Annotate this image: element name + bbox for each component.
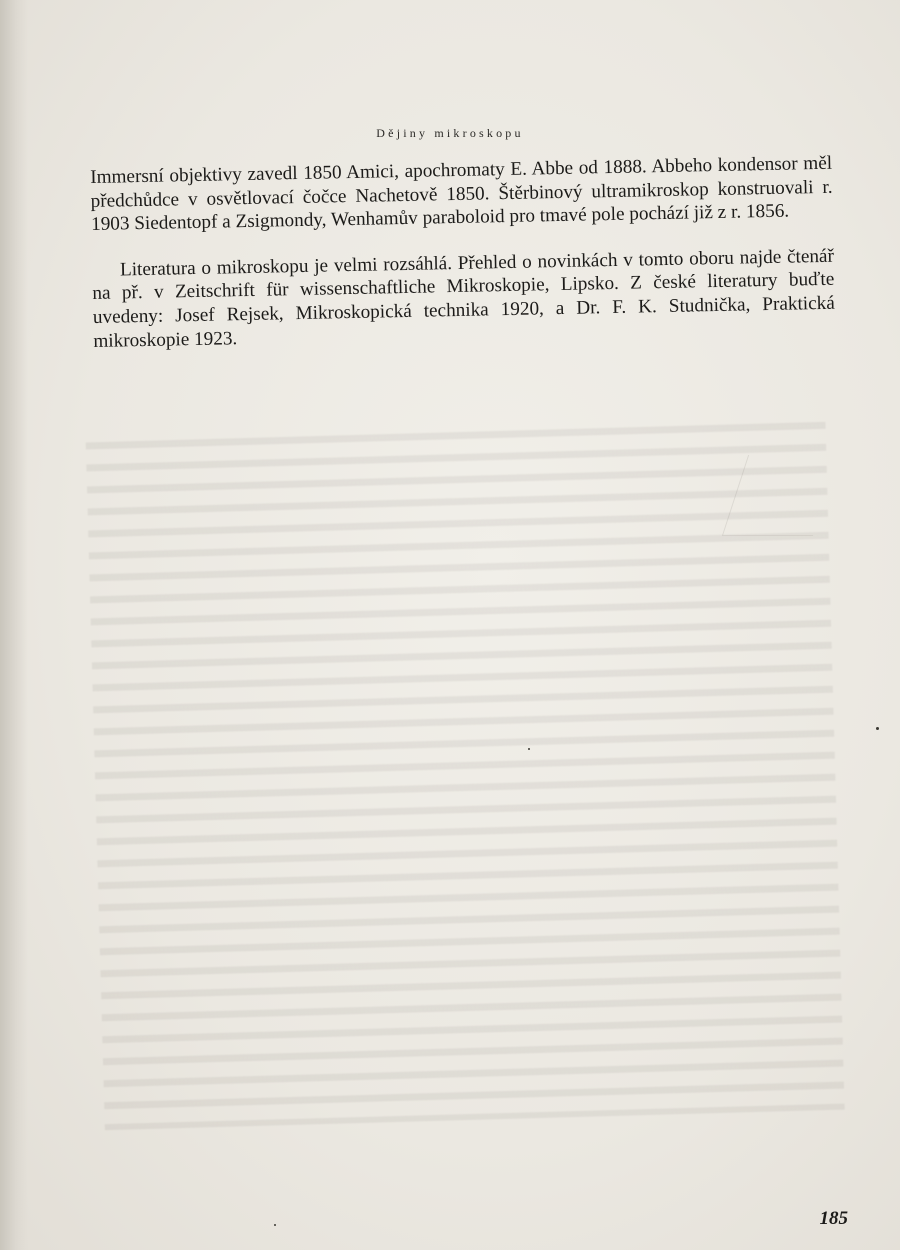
ink-speck (528, 748, 530, 750)
paragraph-literature: Literatura o mikroskopu je velmi rozsáhlá. Přehled o novinkách v tomto oboru najde čtenář na př. v Zeitschrift für wissenschaftliche Mikroskopie, Lipsko. Z české literatury buďte uvedeny: Josef Rejsek, Mikroskopická technika 1920, a Dr. F. K. Studnička, Praktická mikroskopie 1923. (92, 245, 835, 352)
paragraph-immersion-objectives: Immersní objektivy zavedl 1850 Amici, apochromaty E. Abbe od 1888. Abbeho kondensor měl předchůdce v osvětlovací čočce Nachetově 1850. Štěrbinový ultramikroskop konstruovali r. 1903 Siedentopf a Zsigmondy, Wenhamův paraboloid pro tmavé pole pochází již z r. 1856. (90, 152, 833, 236)
binding-gutter-shadow (0, 0, 28, 1250)
ink-speck (876, 727, 879, 730)
running-header: Dějiny mikroskopu (376, 126, 524, 140)
ink-speck (274, 1224, 276, 1226)
page-number: 185 (819, 1208, 848, 1229)
main-text (90, 152, 835, 353)
